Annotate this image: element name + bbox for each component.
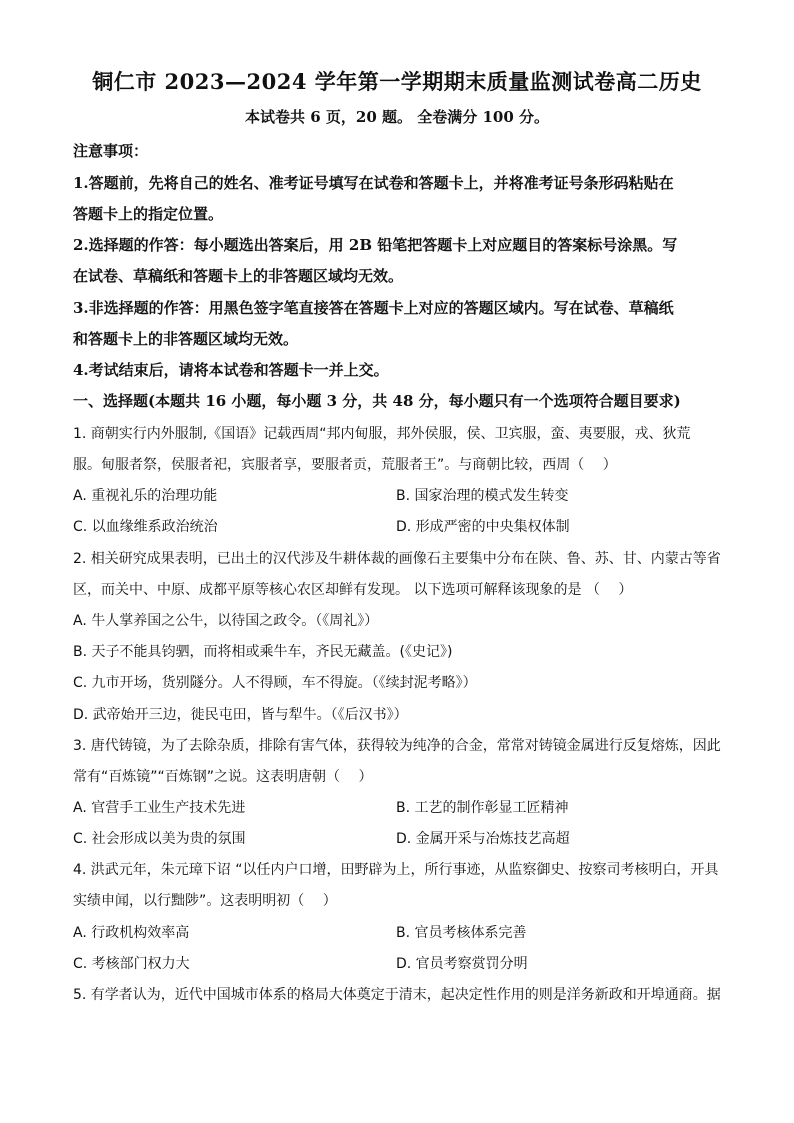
option-a: A. 官营手工业生产技术先进 [73,800,246,816]
question-3-stem: 常有“百炼镜”“百炼钢”之说。这表明唐朝（ ） [73,769,373,785]
question-1-stem: 1. 商朝实行内外服制,《国语》记载西周“邦内甸服，邦外侯服，侯、卫宾服，蛮、夷要服，戎、狄荒 [73,426,691,442]
option-c: C. 考核部门权力大 [73,956,190,972]
option-d: D. 形成严密的中央集权体制 [396,519,570,535]
option-b: B. 官员考核体系完善 [396,925,527,941]
notice-heading: 注意事项： [73,142,149,160]
option-d: D. 官员考察赏罚分明 [396,956,528,972]
option-d: D. 武帝始开三边，徙民屯田，皆与犁牛。（《后汉书》） [73,707,408,723]
notice-line: 2.选择题的作答：每小题选出答案后，用 2B 铅笔把答题卡上对应题目的答案标号涂黑。写 [73,236,678,254]
page-title: 铜仁市 2023—2024 学年第一学期期末质量监测试卷高二历史 [92,69,702,94]
option-b: B. 天子不能具钧驷，而将相或乘牛车，齐民无藏盖。(《史记》) [73,644,453,660]
option-a: A. 行政机构效率高 [73,925,190,941]
notice-line: 答题卡上的指定位置。 [73,205,224,223]
page-subtitle: 本试卷共 6 页，20 题。 全卷满分 100 分。 [245,108,549,126]
option-a: A. 牛人掌养国之公牛，以待国之政令。（《周礼》） [73,613,379,629]
notice-line: 1.答题前，先将自己的姓名、准考证号填写在试卷和答题卡上，并将准考证号条形码粘贴在 [73,174,674,192]
question-2-stem: 2. 相关研究成果表明，已出土的汉代涉及牛耕体裁的画像石主要集中分布在陕、鲁、苏、甘、内蒙古等省 [73,551,721,567]
question-1-stem: 服。甸服者祭，侯服者祀，宾服者享，要服者贡，荒服者王”。与商朝比较，西周（ ） [73,457,617,473]
notice-line: 在试卷、草稿纸和答题卡上的非答题区域均无效。 [73,267,404,285]
option-c: C. 社会形成以美为贵的氛围 [73,831,246,847]
option-c: C. 以血缘维系政治统治 [73,519,218,535]
notice-line: 3.非选择题的作答：用黑色签字笔直接答在答题卡上对应的答题区域内。写在试卷、草稿纸 [73,299,674,317]
question-4-stem: 4. 洪武元年，朱元璋下诏 “以任内户口增，田野辟为上，所行事迹，从监察御史、按察司考核明白，开具 [73,862,719,878]
notice-line: 4.考试结束后，请将本试卷和答题卡一并上交。 [73,361,389,379]
section-heading: 一、选择题(本题共 16 小题，每小题 3 分，共 48 分，每小题只有一个选项符合题目要求) [73,392,681,410]
option-b: B. 工艺的制作彰显工匠精神 [396,800,569,816]
option-c: C. 九市开场，货别隧分。人不得顾，车不得旋。（《续封泥考略》） [73,675,477,691]
question-5-stem: 5. 有学者认为，近代中国城市体系的格局大体奠定于清末，起决定性作用的则是洋务新政和开埠通商。据 [73,987,721,1003]
notice-line: 和答题卡上的非答题区域均无效。 [73,330,299,348]
question-4-stem: 实绩申闻，以行黜陟”。这表明明初（ ） [73,893,337,909]
option-a: A. 重视礼乐的治理功能 [73,488,218,504]
question-2-stem: 区，而关中、中原、成都平原等核心农区却鲜有发现。 以下选项可解释该现象的是 （ ） [73,582,633,598]
question-3-stem: 3. 唐代铸镜，为了去除杂质，排除有害气体，获得较为纯净的合金，常常对铸镜金属进行反复熔炼，因此 [73,738,721,754]
option-b: B. 国家治理的模式发生转变 [396,488,569,504]
option-d: D. 金属开采与冶炼技艺高超 [396,831,570,847]
